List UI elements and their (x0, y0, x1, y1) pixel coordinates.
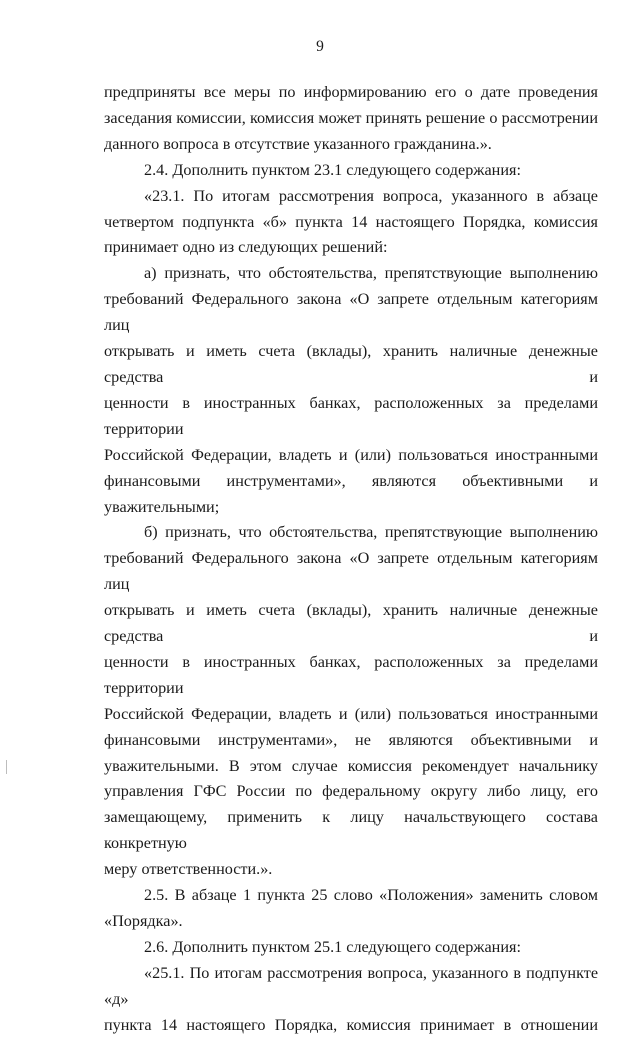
text-line: замещающему, применить к лицу начальствующего состава конкретную (104, 808, 598, 853)
paragraph-2-5 (104, 883, 598, 935)
text-line: б) признать, что обстоятельства, препятствующие выполнению (144, 523, 598, 542)
scan-margin-mark (6, 760, 7, 774)
paragraph-continuation (104, 80, 598, 158)
text-line: принимает одно из следующих решений: (104, 238, 388, 257)
text-line: меру ответственности.». (104, 860, 273, 879)
text-line: финансовыми инструментами», являются объективными и (104, 471, 598, 490)
text-line: «23.1. По итогам рассмотрения вопроса, указанного в абзаце (144, 186, 598, 205)
text-line: открывать и иметь счета (вклады), хранить наличные денежные средства и (104, 342, 598, 386)
paragraph-23-1 (104, 184, 598, 262)
text-line: финансовыми инструментами», не являются объективными и (104, 730, 598, 749)
document-body (104, 80, 598, 1039)
paragraph-2-6 (104, 935, 598, 961)
text-line: ценности в иностранных банках, расположенных за пределами территории (104, 652, 598, 697)
paragraph-item-b (104, 520, 598, 883)
text-line: предприняты все меры по информированию его о дате проведения (104, 83, 598, 101)
text-line: пункта 14 настоящего Порядка, комиссия принимает в отношении (104, 1015, 598, 1034)
text-line: заседания комиссии, комиссия может принять решение о рассмотрении (104, 108, 598, 127)
text-line: четвертом подпункта «б» пункта 14 настоящего Порядка, комиссия (104, 212, 598, 231)
text-line: уважительными. В этом случае комиссия рекомендует начальнику (104, 756, 598, 775)
paragraph-25-1 (104, 961, 598, 1039)
text-line: ценности в иностранных банках, расположенных за пределами территории (104, 393, 598, 438)
text-line: Российской Федерации, владеть и (или) пользоваться иностранными (104, 704, 598, 723)
text-line: открывать и иметь счета (вклады), хранить наличные денежные средства и (104, 601, 598, 646)
paragraph-2-4 (104, 158, 598, 184)
text-line: «25.1. По итогам рассмотрения вопроса, указанного в подпункте «д» (104, 963, 598, 1008)
text-line: «Порядка». (104, 912, 183, 930)
text-line: требований Федерального закона «О запрете отдельным категориям лиц (104, 549, 598, 594)
text-line: управления ГФС России по федеральному округу либо лицу, его (104, 782, 598, 801)
page-number: 9 (316, 38, 324, 55)
paragraph-item-a (104, 261, 598, 520)
text-line: Российской Федерации, владеть и (или) пользоваться иностранными (104, 445, 598, 464)
text-line: уважительными; (104, 497, 220, 516)
text-line: требований Федерального закона «О запрете отдельным категориям лиц (104, 290, 598, 335)
text-line: 2.6. Дополнить пунктом 25.1 следующего содержания: (144, 937, 521, 956)
text-line: 2.4. Дополнить пунктом 23.1 следующего содержания: (144, 160, 521, 179)
text-line: а) признать, что обстоятельства, препятствующие выполнению (144, 264, 598, 283)
text-line: данного вопроса в отсутствие указанного гражданина.». (104, 134, 492, 153)
text-line: 2.5. В абзаце 1 пункта 25 слово «Положения» заменить словом (144, 886, 598, 905)
